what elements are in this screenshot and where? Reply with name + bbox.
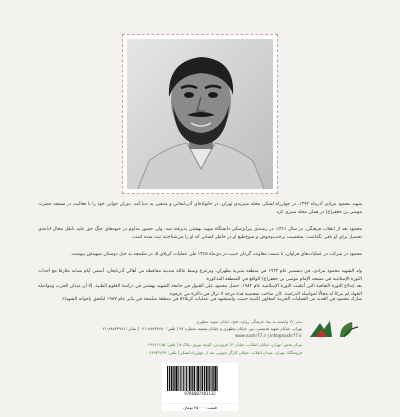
barcode-bar [214,366,216,391]
barcode-bar [211,366,212,391]
leaf-logo-icon [340,322,358,337]
barcode-bar [200,366,201,391]
barcode-bar [180,366,181,391]
barcode-bar [217,366,218,391]
publisher-info [38,319,362,359]
portrait-frame [122,34,278,194]
barcode-bar [178,366,179,391]
barcode-bar [204,366,205,391]
arabic-paragraph-3: شارك محمود في العديد من العمليات الحربية كمعاون لكتيبة حبيب، واستشهد في عمليات كربلاء٥ في منطقة شلمجة في يناير عام ١٩٨٧ ليلتحق بإخوانه الشهداء. [60,297,362,302]
barcode-bar [212,366,213,391]
biography-paragraph-3: محمود در شرکت در عملیات‌های فراوان، با سمت معاونت گردان حبیب در دی‌ماه ۱۳۶۵ طی عملیات کربلای ۵، در شلمچه به خیل دوستان شهیدش پیوست. [70,252,362,257]
barcode-bar [191,366,192,391]
publisher-line-3: www.nashr77.ir | info@nashr77.ir [235,333,302,338]
portrait-illustration [127,39,273,189]
biography-paragraph-2: محمود بعد از انقلاب فرهنگی، در سال ۱۳۶۱، در رشته‌ی پیراپزشکی دانشگاه شهید بهشتی پذیرفته شد. ولی حضور مداوم در جبهه‌های جنگ حق علیه باطل مجال ادامه‌ی تحصیل برای او باقی نگذاشت. شخصیت پرجنب‌وجوش و شوخ‌طبع او در خاطر کسانی که او را می‌شناختند ثبت شده است. [38,227,362,241]
barcode-bar [182,366,183,391]
barcode-bar [208,366,209,391]
biography-paragraph-1: شهید محمود مرادی آذرماه ۱۳۴۲، در چهارراه لشکر، محله منیریه‌ی تهران، در خانواده‌ای آذربایجانی و مذهبی به دنیا آمد. دوران جوانی خود را با فعالیت در مسجد حضرت موسی بن جعفر(ع) در همان محله سپری کرد. [38,202,362,216]
barcode-bars [166,366,234,391]
barcode-bar [202,366,204,391]
barcode-bar [194,366,196,391]
barcode-bar [175,366,177,391]
publisher-line-4: مرکز پخش: تهران، خیابان انقلاب، خیابان ۱۲ فروردین، کوچه نوروز، پلاک ۵ | تلفن: ۶۶۴۶۱۱۸۵ [148,342,302,347]
publisher-line-5: فروشگاه: تهران، میدان انقلاب، خیابان کارگر جنوبی، بعد از چهارراه لشکر | تلفن: ۶۶۹۲۲۸۳۴ [149,350,302,355]
barcode-bar [197,366,199,391]
arabic-paragraph-2: بعد إندلاع الثورة الثقافية التي أعقبت الثورة الإسلامية عام ١٩٨٢، حصل محمود على القبول في جامعة الشهيد بهشتي في دراسة العلوم الطبية. إلا أن ميدان الحرب ومواصلة الجهاد لم يتركا له مجالًا لمواصلة الدراسة. كان صاحب شخصية فذة مرحة لا تزال في ذاكرة من عرفوه. [38,284,362,298]
price-label: قیمت: ۲۵۰۰۰ تومان [162,404,238,411]
barcode-bar [189,366,191,391]
barcode-bar [186,366,187,391]
barcode-bar [196,366,197,391]
portrait-photo [127,39,273,189]
barcode-bar [171,366,173,391]
isbn-number: 9786007481132 [184,391,216,396]
barcode-bar [185,366,186,391]
barcode-bar [206,366,208,391]
publisher-logo-icon [306,319,362,341]
publisher-line-2: تهران، خیابان شهید قدوسی، بین خیابان مطهری و خیابان سمیه، شماره ۷۷ | تلفن: ۸۸۸۳۴۷۸۰-۰۲۱ | نمابر: ۸۸۸۳۴۷۸۱-۰۲۱ [100,326,302,331]
publisher-logos [306,319,362,341]
barcode-bar [188,366,189,391]
arabic-paragraph-1: ولد الشهيد محمود مرادي، في ديسمبر عام ١٩٦٣ في منطقة منيرية بطهران، وترعرع وسط عائلة متدينة محافظة من أهالي آذربايجان. أمضى أيام شبابه ملازمًا مع أحداث الثورة الإسلامية في مسجد الإمام موسى بن جعفر(ع) الواقع في المنطقة المذكورة. [38,269,362,283]
barcode-bar [173,366,174,391]
wing-logo-icon [310,321,332,337]
barcode-bar [167,366,168,391]
barcode-bar [169,366,170,391]
publisher-line-1: نشر ۷۷ وابسته به بنیاد فرهنگی روایت فتح، خیابان شهید مطهری [195,319,302,324]
barcode-bar [183,366,184,391]
isbn-barcode [162,363,238,403]
